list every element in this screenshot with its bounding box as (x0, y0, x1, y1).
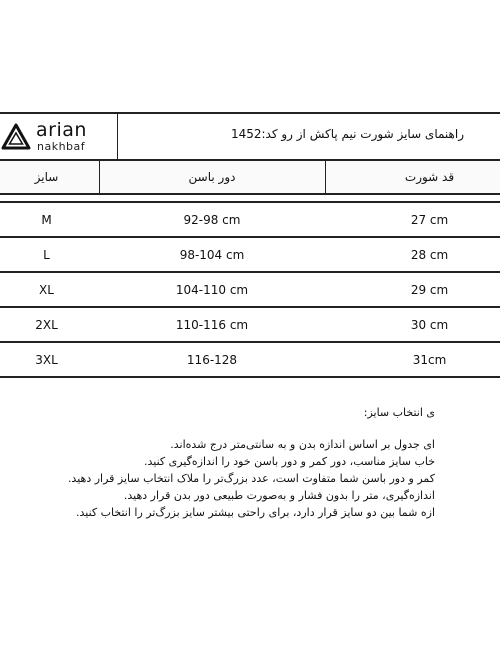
brand-logo (0, 114, 118, 159)
guide-line: ای جدول بر اساس اندازه بدن و به سانتی‌متر درج شده‌اند. (170, 438, 435, 451)
brand-name: arian (36, 119, 87, 141)
cell-waist: 104-110 cm (175, 282, 249, 297)
cell-size: 3XL (35, 352, 58, 367)
cell-length: 27 cm (410, 212, 449, 227)
guide-line: کمر و دور باسن شما متفاوت است، عدد بزرگ‌تر را ملاک انتخاب سایز قرار دهید. (67, 472, 435, 485)
header-waist: دور باسن (188, 170, 236, 184)
cell-length: 31cm (412, 352, 447, 367)
triangle-logo-icon (0, 122, 32, 152)
size-guide-notes (15, 404, 435, 521)
chart-header (0, 114, 500, 161)
cell-size: XL (39, 282, 54, 297)
table-row (0, 308, 500, 343)
cell-size: 2XL (35, 317, 58, 332)
cell-size: M (41, 212, 52, 227)
size-chart-table (0, 112, 500, 378)
cell-waist: 92-98 cm (183, 212, 241, 227)
cell-size: L (43, 247, 50, 262)
table-header-row (0, 161, 500, 195)
header-size: سایز (34, 170, 59, 184)
table-row (0, 238, 500, 273)
cell-length: 28 cm (410, 247, 449, 262)
guide-line: ازه شما بین دو سایز قرار دارد، برای راحتی بیشتر سایز بزرگ‌تر را انتخاب کنید. (76, 506, 435, 519)
table-row (0, 343, 500, 378)
guide-title: ی انتخاب سایز: (363, 406, 435, 419)
cell-waist: 116-128 (186, 352, 238, 367)
chart-title: راهنمای سایز شورت نیم پاکش از رو کد:1452 (230, 127, 464, 141)
header-length: قد شورت (404, 170, 455, 184)
guide-line: خاب سایز مناسب، دور کمر و دور باسن خود را اندازه‌گیری کنید. (144, 455, 435, 468)
table-row (0, 203, 500, 238)
cell-waist: 110-116 cm (175, 317, 249, 332)
table-spacer (0, 195, 500, 203)
table-row (0, 273, 500, 308)
brand-subtitle: nakhbaf (37, 140, 86, 153)
cell-length: 30 cm (410, 317, 449, 332)
guide-line: اندازه‌گیری، متر را بدون فشار و به‌صورت طبیعی دور بدن قرار دهید. (123, 489, 435, 502)
cell-length: 29 cm (410, 282, 449, 297)
cell-waist: 98-104 cm (179, 247, 245, 262)
